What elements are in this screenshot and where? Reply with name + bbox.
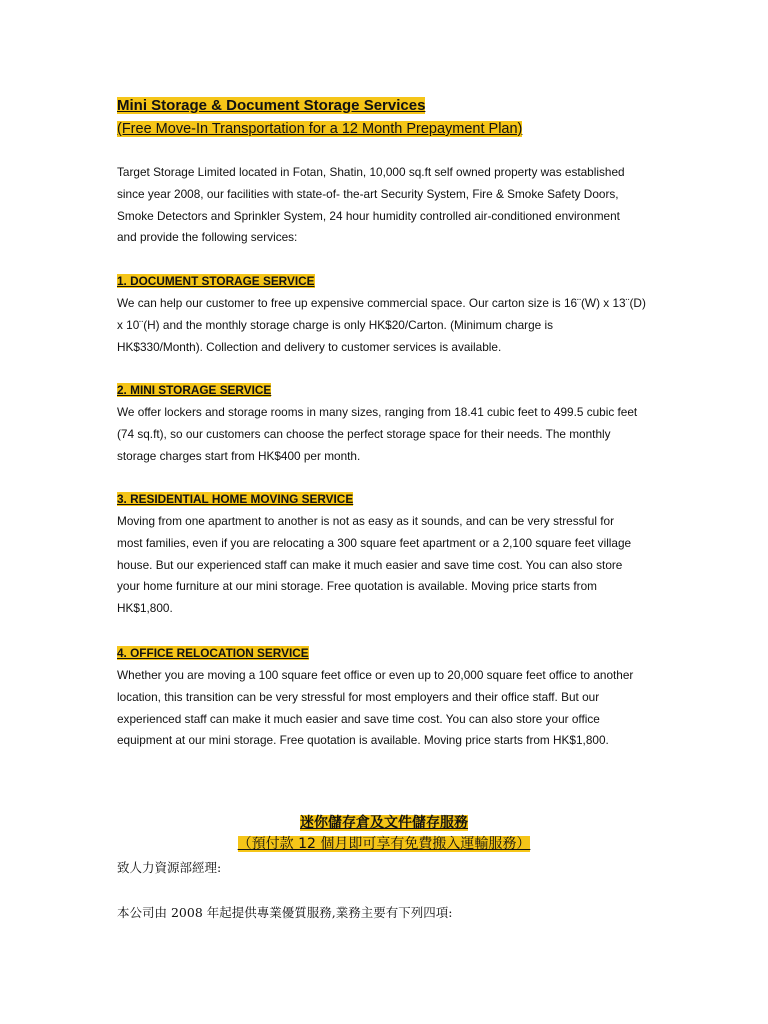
body-line: storage charges start from HK$400 per month. xyxy=(117,448,361,463)
chinese-intro: 本公司由 2008 年起提供專業優質服務,業務主要有下列四項: xyxy=(117,905,453,920)
body-line: HK$330/Month). Collection and delivery to customer services is available. xyxy=(117,339,502,354)
body-line: Whether you are moving a 100 square feet office or even up to 20,000 square feet office to another xyxy=(117,668,634,682)
document-title: Mini Storage & Document Storage Services xyxy=(117,97,426,114)
body-line: We can help our customer to free up expensive commercial space. Our carton size is 16¨(W) x 13¨(D) xyxy=(117,296,646,310)
section-heading-residential-moving: 3. RESIDENTIAL HOME MOVING SERVICE xyxy=(117,492,354,506)
intro-line: Smoke Detectors and Sprinkler System, 24 hour humidity controlled air-conditioned environment xyxy=(117,208,620,223)
body-line: HK$1,800. xyxy=(117,601,173,616)
section-heading-document-storage: 1. DOCUMENT STORAGE SERVICE xyxy=(117,274,315,288)
document-subtitle: (Free Move-In Transportation for a 12 Month Prepayment Plan) xyxy=(117,121,523,137)
body-line: experienced staff can make it much easier and save time cost. You can also store your office xyxy=(117,711,600,726)
chinese-title: 迷你儲存倉及文件儲存服務 xyxy=(300,815,468,831)
intro-line: since year 2008, our facilities with state-of- the-art Security System, Fire & Smoke Safety Doors, xyxy=(117,186,619,201)
chinese-subtitle: （預付款 12 個月即可享有免費搬入運輸服務） xyxy=(237,836,531,852)
body-line: x 10¨(H) and the monthly storage charge is only HK$20/Carton. (Minimum charge is xyxy=(117,317,554,332)
intro-paragraph xyxy=(117,162,707,249)
section-heading-office-relocation: 4. OFFICE RELOCATION SERVICE xyxy=(117,646,309,660)
body-line: We offer lockers and storage rooms in many sizes, ranging from 18.41 cubic feet to 499.5 cubic feet xyxy=(117,405,638,419)
body-line: equipment at our mini storage. Free quotation is available. Moving price starts from HK$1,800. xyxy=(117,733,609,748)
body-line: location, this transition can be very stressful for most employers and their office staff. But our xyxy=(117,689,600,704)
chinese-salutation: 致人力資源部經理: xyxy=(117,860,222,875)
section-body-mini-storage xyxy=(117,402,707,467)
intro-line: and provide the following services: xyxy=(117,230,298,245)
section-heading-mini-storage: 2. MINI STORAGE SERVICE xyxy=(117,383,272,397)
body-line: (74 sq.ft), so our customers can choose the perfect storage space for their needs. The monthly xyxy=(117,426,611,441)
body-line: house. But our experienced staff can make it much easier and save time cost. You can also store xyxy=(117,557,623,572)
section-body-office-relocation xyxy=(117,665,707,752)
section-body-residential-moving xyxy=(117,511,707,620)
body-line: most families, even if you are relocating a 300 square feet apartment or a 2,100 square feet village xyxy=(117,535,632,550)
intro-line: Target Storage Limited located in Fotan, Shatin, 10,000 sq.ft self owned property was established xyxy=(117,165,625,179)
body-line: Moving from one apartment to another is not as easy as it sounds, and can be very stressful for xyxy=(117,514,615,528)
section-body-document-storage xyxy=(117,293,707,358)
body-line: your home furniture at our mini storage. Free quotation is available. Moving price starts from xyxy=(117,579,597,594)
